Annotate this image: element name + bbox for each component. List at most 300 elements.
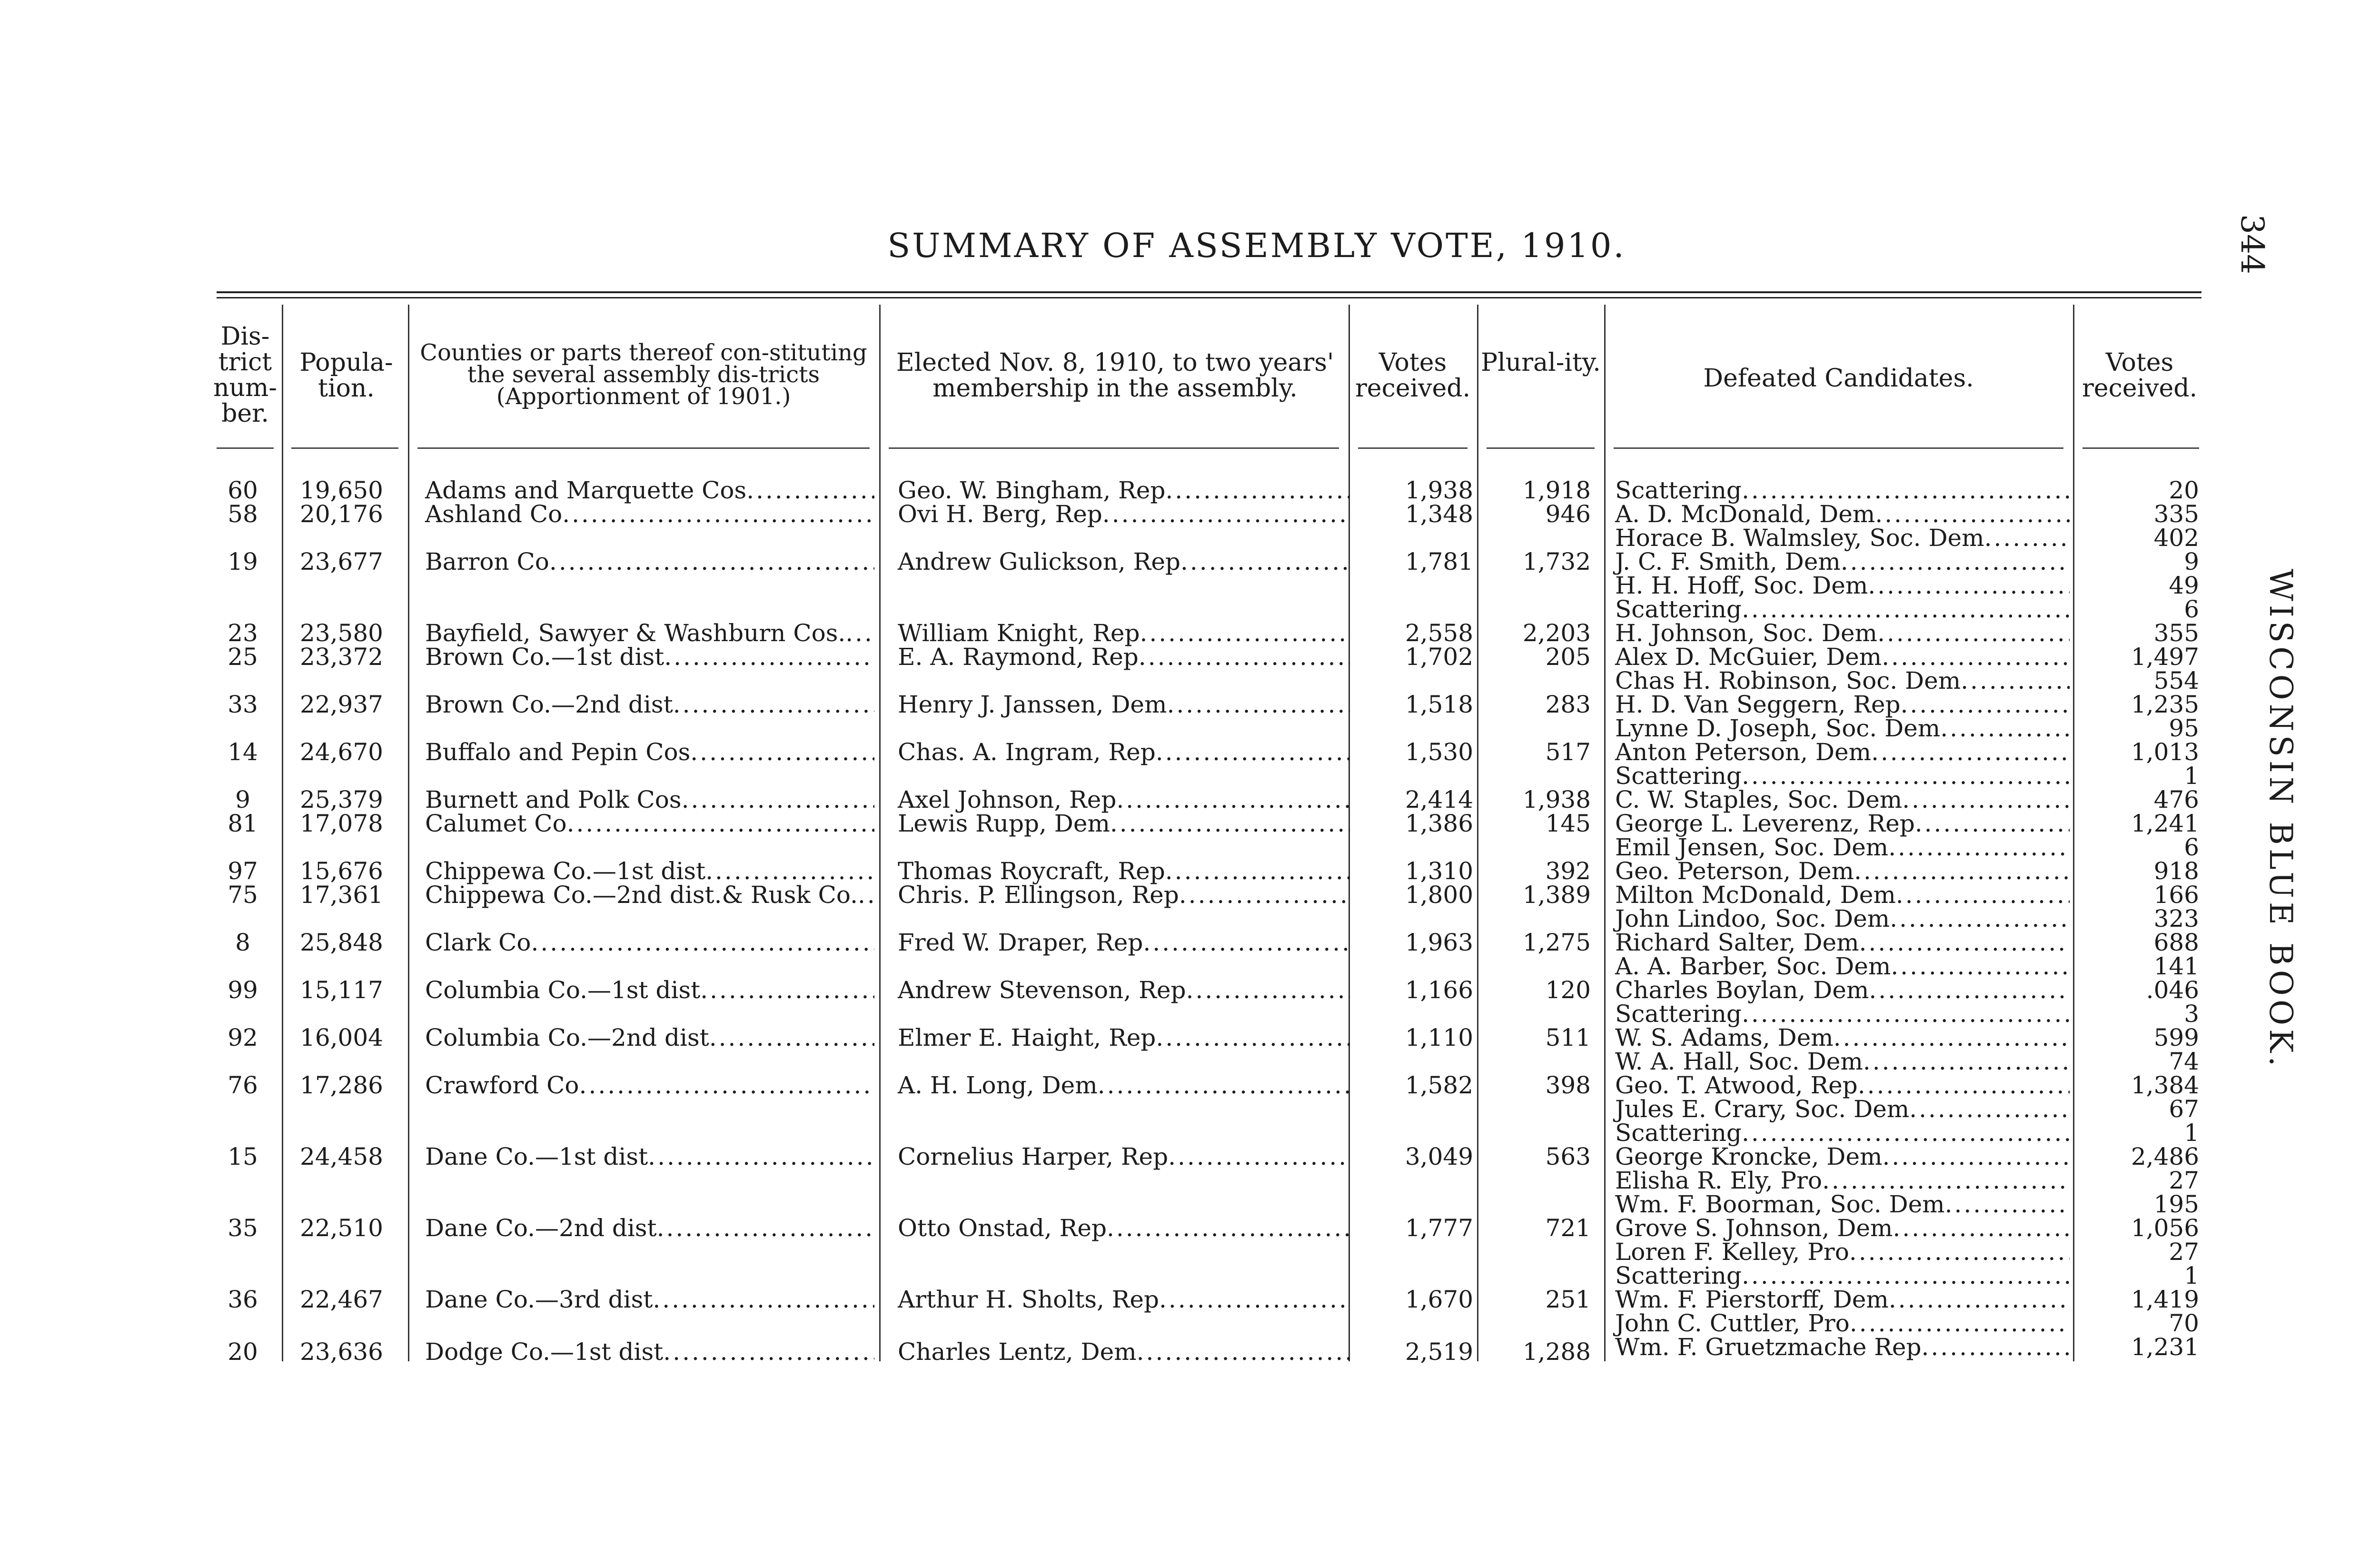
population: 17,361 <box>300 881 383 909</box>
plurality: 1,288 <box>1522 1338 1591 1366</box>
elected-votes: 1,702 <box>1405 643 1473 671</box>
defeated-candidate-text: Alex D. McGuier, Dem <box>1615 643 1882 671</box>
defeated-candidate <box>1615 550 2070 574</box>
elected-member-text: Fred W. Draper, Rep <box>898 929 1143 956</box>
elected-member <box>898 978 1350 1002</box>
defeated-candidate <box>1615 931 2070 954</box>
population: 15,117 <box>300 976 383 1004</box>
defeated-candidate-text: Anton Peterson, Dem <box>1615 738 1872 766</box>
elected-member <box>898 621 1350 645</box>
defeated-candidate <box>1615 1121 2070 1145</box>
defeated-candidate-text: Lynne D. Joseph, Soc. Dem <box>1615 714 1941 742</box>
top-rule-inner <box>217 297 2202 298</box>
defeated-candidate <box>1615 1311 2070 1335</box>
defeated-votes: 355 <box>2153 619 2199 647</box>
defeated-candidate <box>1615 1097 2070 1121</box>
book-title: WISCONSIN BLUE BOOK. <box>2262 569 2299 1070</box>
counties-text: Dane Co.—3rd dist <box>425 1286 653 1313</box>
district-number: 33 <box>228 691 258 718</box>
defeated-candidate-text: George L. Leverenz, Rep <box>1615 810 1915 837</box>
dot-leader <box>1139 645 1350 669</box>
district-number: 20 <box>228 1338 258 1366</box>
plurality: 145 <box>1545 810 1591 837</box>
defeated-votes: 688 <box>2153 929 2199 956</box>
population: 23,372 <box>300 643 383 671</box>
defeated-candidate <box>1615 574 2070 597</box>
defeated-candidate-text: Chas H. Robinson, Soc. Dem <box>1615 667 1961 694</box>
defeated-candidate-text: Scattering <box>1615 1262 1742 1289</box>
header-population: Popula-tion. <box>299 348 393 403</box>
defeated-votes: 1 <box>2184 1262 2199 1289</box>
elected-member-text: Henry J. Janssen, Dem <box>898 691 1167 718</box>
plurality: 2,203 <box>1522 619 1591 647</box>
dot-leader <box>1945 1192 2070 1216</box>
dot-leader <box>1102 502 1350 526</box>
elected-member <box>898 693 1350 716</box>
district-number: 76 <box>228 1071 258 1099</box>
defeated-candidate <box>1615 788 2070 812</box>
dot-leader <box>549 550 874 574</box>
defeated-votes: 166 <box>2153 881 2199 909</box>
defeated-candidate-text: George Kroncke, Dem <box>1615 1143 1883 1170</box>
defeated-candidate-text: H. D. Van Seggern, Rep <box>1615 691 1901 718</box>
counties-text: Adams and Marquette Cos <box>425 476 747 504</box>
dot-leader <box>858 883 874 907</box>
elected-votes: 1,166 <box>1405 976 1473 1004</box>
dot-leader <box>1877 621 2070 645</box>
population: 25,379 <box>300 786 383 813</box>
defeated-votes: 27 <box>2169 1167 2199 1194</box>
elected-member <box>898 1073 1350 1097</box>
defeated-candidate <box>1615 693 2070 716</box>
defeated-candidate-text: H. Johnson, Soc. Dem <box>1615 619 1877 647</box>
elected-member <box>898 931 1350 954</box>
population: 17,078 <box>300 810 383 837</box>
dot-leader <box>705 859 874 883</box>
plurality: 1,938 <box>1522 786 1591 813</box>
defeated-candidate-text: Geo. T. Atwood, Rep <box>1615 1071 1858 1099</box>
dot-leader <box>1984 526 2070 550</box>
dot-leader <box>1922 1335 2070 1359</box>
district-number: 92 <box>228 1024 258 1051</box>
dot-leader <box>1156 1026 1350 1050</box>
dot-leader <box>567 812 874 835</box>
column-divider <box>1604 305 1606 1361</box>
dot-leader <box>690 740 874 764</box>
population: 23,580 <box>300 619 383 647</box>
population: 25,848 <box>300 929 383 956</box>
district-number: 99 <box>228 976 258 1004</box>
defeated-candidate <box>1615 1264 2070 1288</box>
defeated-candidate-text: Scattering <box>1615 1119 1742 1147</box>
defeated-votes: 27 <box>2169 1238 2199 1266</box>
plurality: 517 <box>1545 738 1591 766</box>
dot-leader <box>1868 574 2070 597</box>
population: 24,458 <box>300 1143 383 1170</box>
defeated-votes: 1,419 <box>2131 1286 2199 1313</box>
header-underline <box>1358 447 1468 449</box>
header-underline <box>291 447 398 449</box>
defeated-candidate <box>1615 1145 2070 1169</box>
dot-leader <box>746 478 874 502</box>
dot-leader <box>1940 716 2070 740</box>
defeated-candidate-text: H. H. Hoff, Soc. Dem <box>1615 572 1868 599</box>
dot-leader <box>1742 1121 2070 1145</box>
elected-member-text: Axel Johnson, Rep <box>898 786 1117 813</box>
defeated-votes: 2,486 <box>2131 1143 2199 1170</box>
defeated-candidate-text: Wm. F. Gruetzmache Rep <box>1615 1333 1922 1361</box>
header-district: Dis-trict num-ber. <box>213 322 277 428</box>
elected-member-text: Geo. W. Bingham, Rep <box>898 476 1166 504</box>
defeated-candidate-text: John Lindoo, Soc. Dem <box>1615 905 1890 932</box>
defeated-candidate <box>1615 764 2070 788</box>
dot-leader <box>1186 978 1350 1002</box>
header-underline <box>1614 447 2063 449</box>
elected-member-text: William Knight, Rep <box>898 619 1140 647</box>
dot-leader <box>1854 859 2070 883</box>
dot-leader <box>657 1216 874 1240</box>
counties <box>425 931 874 954</box>
district-number: 97 <box>228 857 258 885</box>
elected-member <box>898 502 1350 526</box>
defeated-candidate <box>1615 502 2070 526</box>
defeated-candidate <box>1615 1073 2070 1097</box>
counties-text: Bayfield, Sawyer & Washburn Cos. <box>425 619 846 647</box>
dot-leader <box>1822 1169 2070 1192</box>
population: 23,677 <box>300 548 383 575</box>
counties <box>425 550 874 574</box>
defeated-votes: 323 <box>2153 905 2199 932</box>
defeated-candidate <box>1615 645 2070 669</box>
defeated-candidate <box>1615 812 2070 835</box>
elected-votes: 1,518 <box>1405 691 1473 718</box>
elected-votes: 1,670 <box>1405 1286 1473 1313</box>
district-number: 15 <box>228 1143 258 1170</box>
elected-votes: 1,963 <box>1405 929 1473 956</box>
dot-leader <box>1841 550 2070 574</box>
counties <box>425 478 874 502</box>
header-counties: Counties or parts thereof con-stituting the several assembly dis-tricts (Apportionment of 1901.) <box>420 339 867 410</box>
dot-leader <box>1850 1311 2070 1335</box>
defeated-candidate <box>1615 835 2070 859</box>
counties <box>425 502 874 526</box>
defeated-votes: 599 <box>2153 1024 2199 1051</box>
dot-leader <box>1869 978 2070 1002</box>
counties-text: Dane Co.—2nd dist <box>425 1214 657 1242</box>
plurality: 1,389 <box>1522 881 1591 909</box>
counties <box>425 693 874 716</box>
defeated-candidate-text: Horace B. Walmsley, Soc. Dem <box>1615 524 1984 552</box>
counties-text: Barron Co <box>425 548 549 575</box>
district-number: 14 <box>228 738 258 766</box>
elected-member-text: Otto Onstad, Rep <box>898 1214 1107 1242</box>
defeated-candidate <box>1615 978 2070 1002</box>
elected-member-text: Elmer E. Haight, Rep <box>898 1024 1156 1051</box>
counties-text: Brown Co.—2nd dist <box>425 691 673 718</box>
defeated-candidate <box>1615 859 2070 883</box>
plurality: 205 <box>1545 643 1591 671</box>
header-underline <box>2082 447 2199 449</box>
elected-votes: 2,414 <box>1405 786 1473 813</box>
column-divider <box>1477 305 1478 1361</box>
dot-leader <box>673 693 874 716</box>
dot-leader <box>579 1073 874 1097</box>
population: 17,286 <box>300 1071 383 1099</box>
dot-leader <box>1140 621 1350 645</box>
defeated-votes: 918 <box>2153 857 2199 885</box>
dot-leader <box>1858 1073 2070 1097</box>
dot-leader <box>1890 907 2070 931</box>
elected-member-text: Charles Lentz, Dem <box>898 1338 1137 1366</box>
defeated-candidate <box>1615 1240 2070 1264</box>
dot-leader <box>1882 1145 2070 1169</box>
counties-text: Clark Co <box>425 929 531 956</box>
elected-votes: 1,386 <box>1405 810 1473 837</box>
dot-leader <box>1849 1240 2070 1264</box>
elected-votes: 1,110 <box>1405 1024 1473 1051</box>
elected-votes: 1,777 <box>1405 1214 1473 1242</box>
elected-member-text: Chris. P. Ellingson, Rep <box>898 881 1179 909</box>
defeated-candidate <box>1615 1026 2070 1050</box>
counties-text: Columbia Co.—2nd dist <box>425 1024 709 1051</box>
dot-leader <box>1742 1264 2070 1288</box>
population: 23,636 <box>300 1338 383 1366</box>
page-number: 344 <box>2234 214 2271 274</box>
header-underline <box>217 447 274 449</box>
dot-leader <box>700 978 874 1002</box>
dot-leader <box>1137 1340 1350 1364</box>
defeated-candidate-text: Charles Boylan, Dem <box>1615 976 1869 1004</box>
counties <box>425 1073 874 1097</box>
dot-leader <box>1902 788 2070 812</box>
defeated-candidate <box>1615 669 2070 693</box>
elected-member <box>898 859 1350 883</box>
defeated-candidate-text: Richard Salter, Dem <box>1615 929 1859 956</box>
elected-member <box>898 1216 1350 1240</box>
elected-member-text: Lewis Rupp, Dem <box>898 810 1110 837</box>
dot-leader <box>1961 669 2070 693</box>
elected-votes: 1,348 <box>1405 500 1473 528</box>
dot-leader <box>531 931 874 954</box>
district-number: 81 <box>228 810 258 837</box>
elected-member <box>898 740 1350 764</box>
defeated-votes: 67 <box>2169 1095 2199 1123</box>
dot-leader <box>1180 550 1350 574</box>
counties <box>425 1288 874 1311</box>
elected-member-text: Ovi H. Berg, Rep <box>898 500 1102 528</box>
header-underline <box>417 447 870 449</box>
elected-member <box>898 812 1350 835</box>
elected-member <box>898 1026 1350 1050</box>
defeated-candidate <box>1615 907 2070 931</box>
defeated-votes: .046 <box>2146 976 2199 1004</box>
defeated-candidate-text: Scattering <box>1615 762 1742 790</box>
plurality: 563 <box>1545 1143 1591 1170</box>
dot-leader <box>1909 1097 2070 1121</box>
elected-member <box>898 1288 1350 1311</box>
defeated-candidate <box>1615 1335 2070 1359</box>
dot-leader <box>1742 764 2070 788</box>
dot-leader <box>1893 1216 2070 1240</box>
defeated-votes: 1,497 <box>2131 643 2199 671</box>
top-rule <box>217 291 2202 293</box>
defeated-candidate-text: John C. Cuttler, Pro <box>1615 1309 1850 1337</box>
dot-leader <box>664 645 874 669</box>
dot-leader <box>1896 883 2070 907</box>
dot-leader <box>1863 1050 2070 1073</box>
defeated-candidate-text: Emil Jensen, Soc. Dem <box>1615 833 1889 861</box>
population: 22,467 <box>300 1286 383 1313</box>
dot-leader <box>1156 740 1350 764</box>
dot-leader <box>1834 1026 2070 1050</box>
column-divider <box>2073 305 2074 1361</box>
elected-member <box>898 645 1350 669</box>
defeated-votes: 195 <box>2153 1190 2199 1218</box>
district-number: 75 <box>228 881 258 909</box>
defeated-votes: 335 <box>2153 500 2199 528</box>
defeated-candidate <box>1615 621 2070 645</box>
defeated-votes: 402 <box>2153 524 2199 552</box>
elected-member-text: E. A. Raymond, Rep <box>898 643 1139 671</box>
dot-leader <box>1901 693 2070 716</box>
dot-leader <box>1859 931 2070 954</box>
counties-text: Buffalo and Pepin Cos <box>425 738 691 766</box>
district-number: 35 <box>228 1214 258 1242</box>
elected-member-text: A. H. Long, Dem <box>898 1071 1098 1099</box>
elected-votes: 3,049 <box>1405 1143 1473 1170</box>
defeated-votes: 70 <box>2169 1309 2199 1337</box>
defeated-votes: 1,231 <box>2131 1333 2199 1361</box>
defeated-votes: 476 <box>2153 786 2199 813</box>
header-plurality: Plural-ity. <box>1481 348 1601 377</box>
defeated-candidate-text: W. S. Adams, Dem <box>1615 1024 1834 1051</box>
elected-member <box>898 550 1350 574</box>
defeated-votes: 6 <box>2184 595 2199 623</box>
defeated-votes: 1,056 <box>2131 1214 2199 1242</box>
defeated-candidate-text: Scattering <box>1615 476 1742 504</box>
plurality: 251 <box>1545 1286 1591 1313</box>
elected-votes: 2,519 <box>1405 1338 1473 1366</box>
defeated-candidate <box>1615 597 2070 621</box>
defeated-candidate-text: W. A. Hall, Soc. Dem <box>1615 1048 1863 1075</box>
counties <box>425 740 874 764</box>
dot-leader <box>663 1340 874 1364</box>
elected-member-text: Thomas Roycraft, Rep <box>898 857 1165 885</box>
defeated-votes: 9 <box>2184 548 2199 575</box>
elected-member <box>898 1145 1350 1169</box>
dot-leader <box>1165 859 1350 883</box>
dot-leader <box>1110 812 1350 835</box>
defeated-votes: 1 <box>2184 762 2199 790</box>
elected-member <box>898 788 1350 812</box>
defeated-votes: 1 <box>2184 1119 2199 1147</box>
counties <box>425 1216 874 1240</box>
dot-leader <box>845 621 874 645</box>
district-number: 23 <box>228 619 258 647</box>
dot-leader <box>648 1145 874 1169</box>
header-votes: Votes received. <box>1355 348 1471 403</box>
district-number: 36 <box>228 1286 258 1313</box>
elected-votes: 1,310 <box>1405 857 1473 885</box>
defeated-candidate-text: Elisha R. Ely, Pro <box>1615 1167 1823 1194</box>
elected-member-text: Arthur H. Sholts, Rep <box>898 1286 1160 1313</box>
plurality: 283 <box>1545 691 1591 718</box>
defeated-candidate <box>1615 1169 2070 1192</box>
elected-member-text: Andrew Stevenson, Rep <box>898 976 1186 1004</box>
defeated-votes: 74 <box>2169 1048 2199 1075</box>
counties <box>425 883 874 907</box>
dot-leader <box>1915 812 2070 835</box>
plurality: 120 <box>1545 976 1591 1004</box>
elected-votes: 1,800 <box>1405 881 1473 909</box>
dot-leader <box>1107 1216 1350 1240</box>
population: 15,676 <box>300 857 383 885</box>
dot-leader <box>709 1026 874 1050</box>
population: 19,650 <box>300 476 383 504</box>
defeated-candidate-text: Loren F. Kelley, Pro <box>1615 1238 1849 1266</box>
plurality: 721 <box>1545 1214 1591 1242</box>
dot-leader <box>1891 954 2070 978</box>
dot-leader <box>682 788 874 812</box>
defeated-candidate-text: J. C. F. Smith, Dem <box>1615 548 1841 575</box>
district-number: 25 <box>228 643 258 671</box>
counties-text: Ashland Co <box>425 500 563 528</box>
header-defeated: Defeated Candidates. <box>1703 364 1974 393</box>
elected-member-text: Cornelius Harper, Rep <box>898 1143 1169 1170</box>
elected-member-text: Chas. A. Ingram, Rep <box>898 738 1156 766</box>
dot-leader <box>1116 788 1350 812</box>
defeated-candidate-text: A. A. Barber, Soc. Dem <box>1615 952 1891 980</box>
counties-text: Brown Co.—1st dist <box>425 643 664 671</box>
counties <box>425 978 874 1002</box>
dot-leader <box>1165 478 1350 502</box>
counties <box>425 812 874 835</box>
dot-leader <box>1098 1073 1350 1097</box>
dot-leader <box>1871 740 2070 764</box>
counties <box>425 621 874 645</box>
defeated-candidate <box>1615 740 2070 764</box>
defeated-candidate-text: A. D. McDonald, Dem <box>1615 500 1875 528</box>
district-number: 60 <box>228 476 258 504</box>
elected-votes: 1,582 <box>1405 1071 1473 1099</box>
dot-leader <box>1167 693 1350 716</box>
defeated-votes: 1,235 <box>2131 691 2199 718</box>
dot-leader <box>653 1288 874 1311</box>
column-divider <box>408 305 409 1361</box>
dot-leader <box>1875 502 2070 526</box>
header-underline <box>889 447 1339 449</box>
plurality: 511 <box>1545 1024 1591 1051</box>
defeated-votes: 3 <box>2184 1000 2199 1028</box>
defeated-votes: 20 <box>2169 476 2199 504</box>
defeated-candidate <box>1615 1216 2070 1240</box>
defeated-votes: 1,241 <box>2131 810 2199 837</box>
defeated-candidate <box>1615 478 2070 502</box>
elected-votes: 2,558 <box>1405 619 1473 647</box>
header-underline <box>1487 447 1595 449</box>
dot-leader <box>562 502 874 526</box>
counties-text: Chippewa Co.—2nd dist.& Rusk Co. <box>425 881 858 909</box>
counties <box>425 788 874 812</box>
counties-text: Chippewa Co.—1st dist <box>425 857 706 885</box>
counties <box>425 1340 874 1364</box>
dot-leader <box>1889 1288 2070 1311</box>
elected-member <box>898 883 1350 907</box>
dot-leader <box>1888 835 2070 859</box>
elected-member <box>898 478 1350 502</box>
population: 22,937 <box>300 691 383 718</box>
defeated-votes: 6 <box>2184 833 2199 861</box>
